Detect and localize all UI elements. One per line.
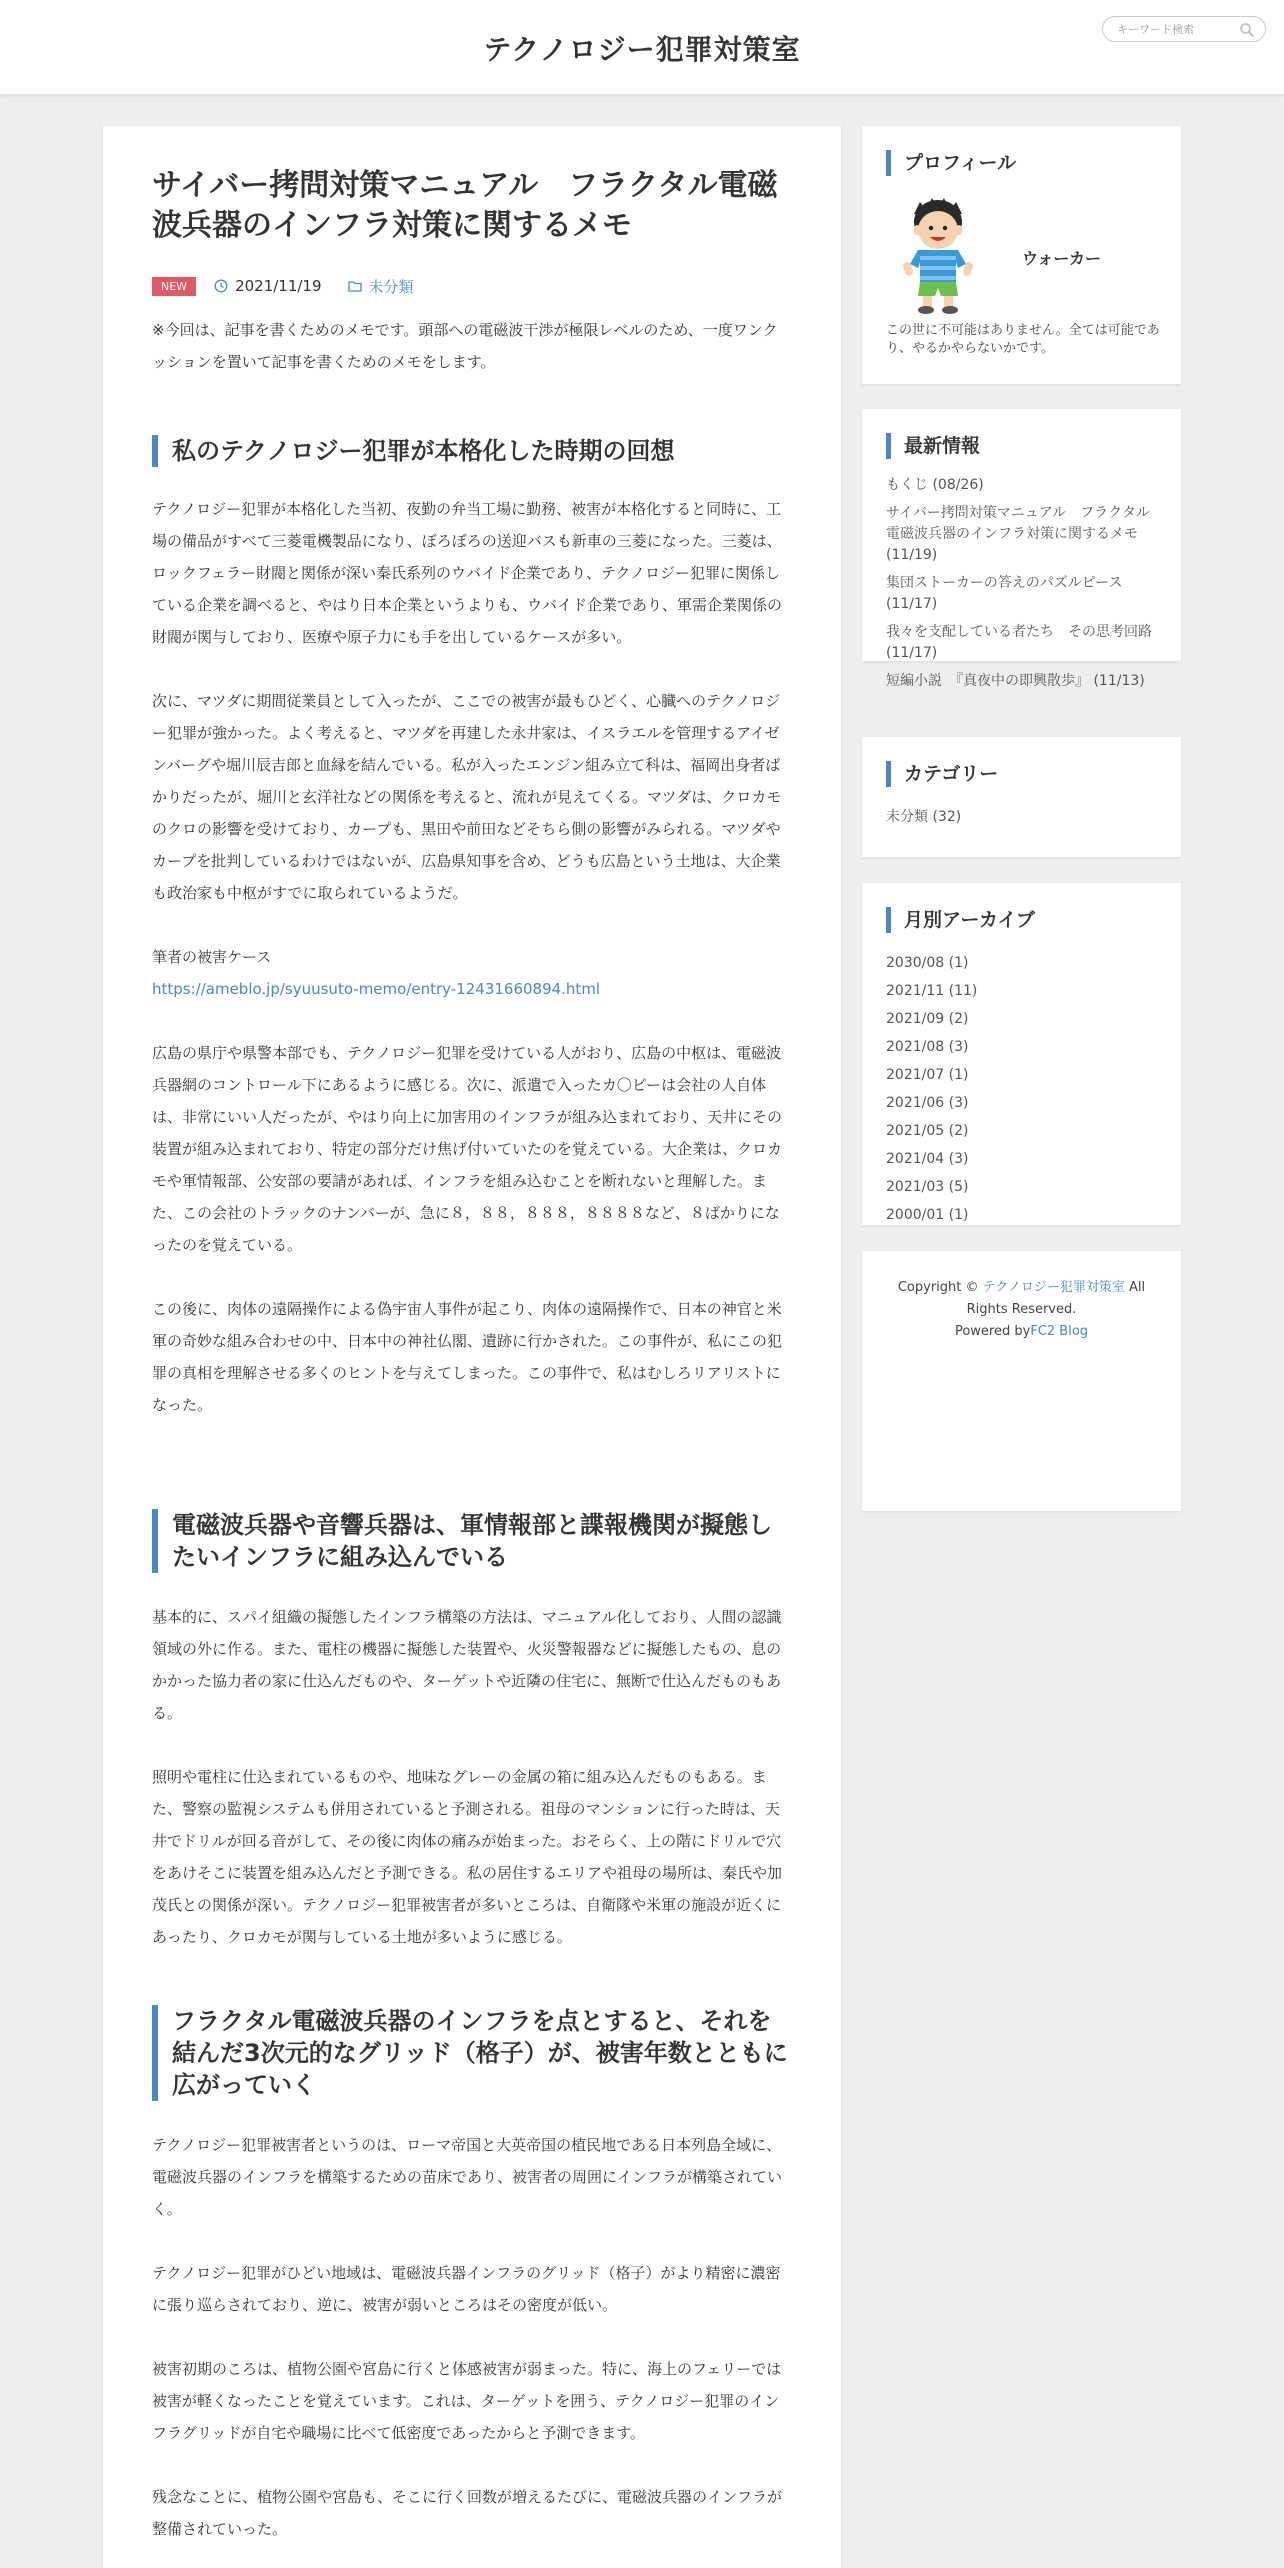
archive-link[interactable]: 2021/05 (2): [886, 1123, 969, 1139]
article-paragraph: 基本的に、スパイ組織の擬態したインフラ構築の方法は、マニュアル化しており、人間の認識領域の外に作る。また、電柱の機器に擬態した装置や、火災警報器などに擬態したもの、息のかかった協力者の家に仕込んだものや、ターゲットや近隣の住宅に、無断で仕込んだものもある。: [152, 1608, 782, 1722]
category-link[interactable]: 未分類 (32): [886, 809, 962, 825]
section-heading: 電磁波兵器や音響兵器は、軍情報部と諜報機関が擬態したいインフラに組み込んでいる: [152, 1509, 788, 1573]
article-paragraph: 照明や電柱に仕込まれているものや、地味なグレーの金属の箱に組み込んだものもある。また、警察の監視システムも併用されていると予測される。祖母のマンションに行った時は、天井でドリルが回る音がして、その後に肉体の痛みが始まった。おそらく、上の階にドリルで穴をあけそこに装置を組み込んだと予測できる。私の居住するエリアや祖母の場所は、秦氏や加茂氏との関係が深い。テクノロジー犯罪被害者が多いところは、自衛隊や米軍の施設が近くにあったり、クロカモが関与している土地が多いように感じる。: [152, 1768, 783, 1946]
archive-link[interactable]: 2021/11 (11): [886, 983, 978, 999]
widget-title: カテゴリー: [886, 761, 998, 787]
search-box[interactable]: [1102, 16, 1266, 42]
article-paragraph: この後に、肉体の遠隔操作による偽宇宙人事件が起こり、肉体の遠隔操作で、日本の神官と米軍の奇妙な組み合わせの中、日本中の神社仏閣、遺跡に行かされた。この事件が、私にこの犯罪の真相を理解させる多くのヒントを与えてしまった。この事件で、私はむしろリアリストになった。: [152, 1300, 783, 1414]
copyright-prefix: Copyright ©: [897, 1280, 983, 1295]
archive-link[interactable]: 2021/03 (5): [886, 1179, 969, 1195]
recent-post-link[interactable]: 我々を支配している者たち その思考回路 (11/17): [886, 624, 1152, 661]
search-icon[interactable]: [1239, 22, 1255, 38]
article-date: 2021/11/19: [235, 277, 322, 295]
recent-post-link[interactable]: サイバー拷問対策マニュアル フラクタル電磁波兵器のインフラ対策に関するメモ (11/19): [886, 505, 1152, 563]
article-paragraph: テクノロジー犯罪がひどい地域は、電磁波兵器インフラのグリッド（格子）がより精密に濃密に張り巡らされており、逆に、被害が弱いところはその密度が低い。: [152, 2264, 781, 2314]
archive-link[interactable]: 2030/08 (1): [886, 955, 969, 971]
recent-posts-widget: [862, 409, 1181, 689]
article-intro: ※今回は、記事を書くためのメモです。頭部への電磁波干渉が極限レベルのため、一度ワンクッションを置いて記事を書くためのメモをします。: [152, 321, 778, 371]
profile-name: ウォーカー: [1022, 249, 1102, 268]
archive-link[interactable]: 2000/01 (1): [886, 1207, 969, 1223]
article-paragraph: 広島の県庁や県警本部でも、テクノロジー犯罪を受けている人がおり、広島の中枢は、電磁波兵器網のコントロール下にあるように感じる。次に、派遣で入ったカ〇ビーは会社の人自体は、非常にいい人だったが、やはり向上に加害用のインフラが組み込まれており、天井にその装置が組み込まれており、特定の部分だけ焦げ付いていたのを覚えている。大企業は、クロカモや軍情報部、公安部の要請があれば、インフラを組み込むことを断れないと理解した。また、この会社のトラックのナンバーが、急に８，８８，８８８，８８８８など、８ばかりになったのを覚えている。: [152, 1044, 783, 1254]
archive-link[interactable]: 2021/09 (2): [886, 1011, 969, 1027]
archive-link[interactable]: 2021/08 (3): [886, 1039, 969, 1055]
archive-link[interactable]: 2021/06 (3): [886, 1095, 969, 1111]
article-paragraph: 被害初期のころは、植物公園や宮島に行くと体感被害が弱まった。特に、海上のフェリーでは被害が軽くなったことを覚えています。これは、ターゲットを囲う、テクノロジー犯罪のインフラグリッドが自宅や職場に比べて低密度であったからと予測できます。: [152, 2360, 782, 2442]
rights-text: All Rights Reserved.: [966, 1280, 1146, 1317]
copyright: [878, 1277, 1165, 1343]
article-title: サイバー拷問対策マニュアル フラクタル電磁波兵器のインフラ対策に関するメモ: [152, 168, 778, 243]
archives-widget: [862, 883, 1181, 1225]
recent-post-link[interactable]: もくじ (08/26): [886, 477, 984, 493]
site-home-link[interactable]: テクノロジー犯罪対策室: [982, 1280, 1125, 1295]
article-paragraph: 残念なことに、植物公園や宮島も、そこに行く回数が増えるたびに、電磁波兵器のインフラが整備されていった。: [152, 2488, 783, 2538]
profile-widget: [862, 126, 1181, 384]
categories-list: [886, 807, 1161, 835]
clock-icon: [214, 279, 228, 293]
case-link[interactable]: https://ameblo.jp/syuusuto-memo/entry-12431660894.html: [152, 980, 601, 998]
archives-list: [886, 953, 1161, 1233]
avatar: [892, 192, 984, 314]
section-heading: 私のテクノロジー犯罪が本格化した時期の回想: [152, 435, 788, 467]
article-meta: [152, 274, 788, 298]
main-content: [103, 126, 841, 2568]
fc2-blog-link[interactable]: FC2 Blog: [1030, 1324, 1089, 1339]
powered-prefix: Powered by: [954, 1324, 1031, 1339]
profile-description: この世に不可能はありません。全ては可能であり、やるかやらないかです。: [886, 323, 1160, 356]
article-paragraph: テクノロジー犯罪被害者というのは、ローマ帝国と大英帝国の植民地である日本列島全域に、電磁波兵器のインフラを構築するための苗床であり、被害者の周囲にインフラが構築されていく。: [152, 2136, 783, 2218]
widget-title: プロフィール: [886, 150, 1016, 176]
article-paragraph: 次に、マツダに期間従業員として入ったが、ここでの被害が最もひどく、心臓へのテクノロジー犯罪が強かった。よく考えると、マツダを再建した永井家は、イスラエルを管理するアイゼンバーグや堀川辰吉郎と血縁を結んでいる。私が入ったエンジン組み立て科は、福岡出身者ばかりだったが、堀川と玄洋社などの関係を考えると、流れが見えてくる。マツダは、クロカモのクロの影響を受けており、カープも、黒田や前田などそちら側の影響がみられる。マツダやカープを批判しているわけではないが、広島県知事を含め、どうも広島という土地は、大企業も政治家も中枢がすでに取られているようだ。: [152, 692, 782, 902]
article: [152, 166, 788, 2545]
new-badge: NEW: [152, 277, 196, 296]
recent-posts-list: [886, 475, 1161, 699]
case-label: 筆者の被害ケース: [152, 948, 272, 966]
article-category-link[interactable]: 未分類: [368, 277, 414, 296]
archive-link[interactable]: 2021/07 (1): [886, 1067, 969, 1083]
article-paragraph: テクノロジー犯罪が本格化した当初、夜勤の弁当工場に勤務、被害が本格化すると同時に、工場の備品がすべて三菱電機製品になり、ぼろぼろの送迎バスも新車の三菱になった。三菱は、ロックフェラー財閥と関係が深い秦氏系列のウバイド企業であり、テクノロジー犯罪に関係している企業を調べると、やはり日本企業というよりも、ウバイド企業であり、軍需企業関係の財閥が関与しており、医療や原子力にも手を出しているケースが多い。: [152, 500, 783, 646]
site-title[interactable]: テクノロジー犯罪対策室: [483, 33, 801, 66]
site-header: [0, 0, 1284, 95]
recent-post-link[interactable]: 集団ストーカーの答えのパズルピース (11/17): [886, 575, 1123, 612]
categories-widget: [862, 737, 1181, 857]
footer-widget: [862, 1251, 1181, 1511]
recent-post-link[interactable]: 短編小説 『真夜中の即興散歩』 (11/13): [886, 673, 1145, 689]
search-input[interactable]: [1117, 21, 1235, 37]
folder-icon: [348, 279, 362, 293]
section-heading: フラクタル電磁波兵器のインフラを点とすると、それを結んだ3次元的なグリッド（格子）が、被害年数とともに広がっていく: [152, 2005, 788, 2101]
archive-link[interactable]: 2021/04 (3): [886, 1151, 969, 1167]
widget-title: 月別アーカイブ: [886, 907, 1035, 933]
widget-title: 最新情報: [886, 433, 980, 459]
